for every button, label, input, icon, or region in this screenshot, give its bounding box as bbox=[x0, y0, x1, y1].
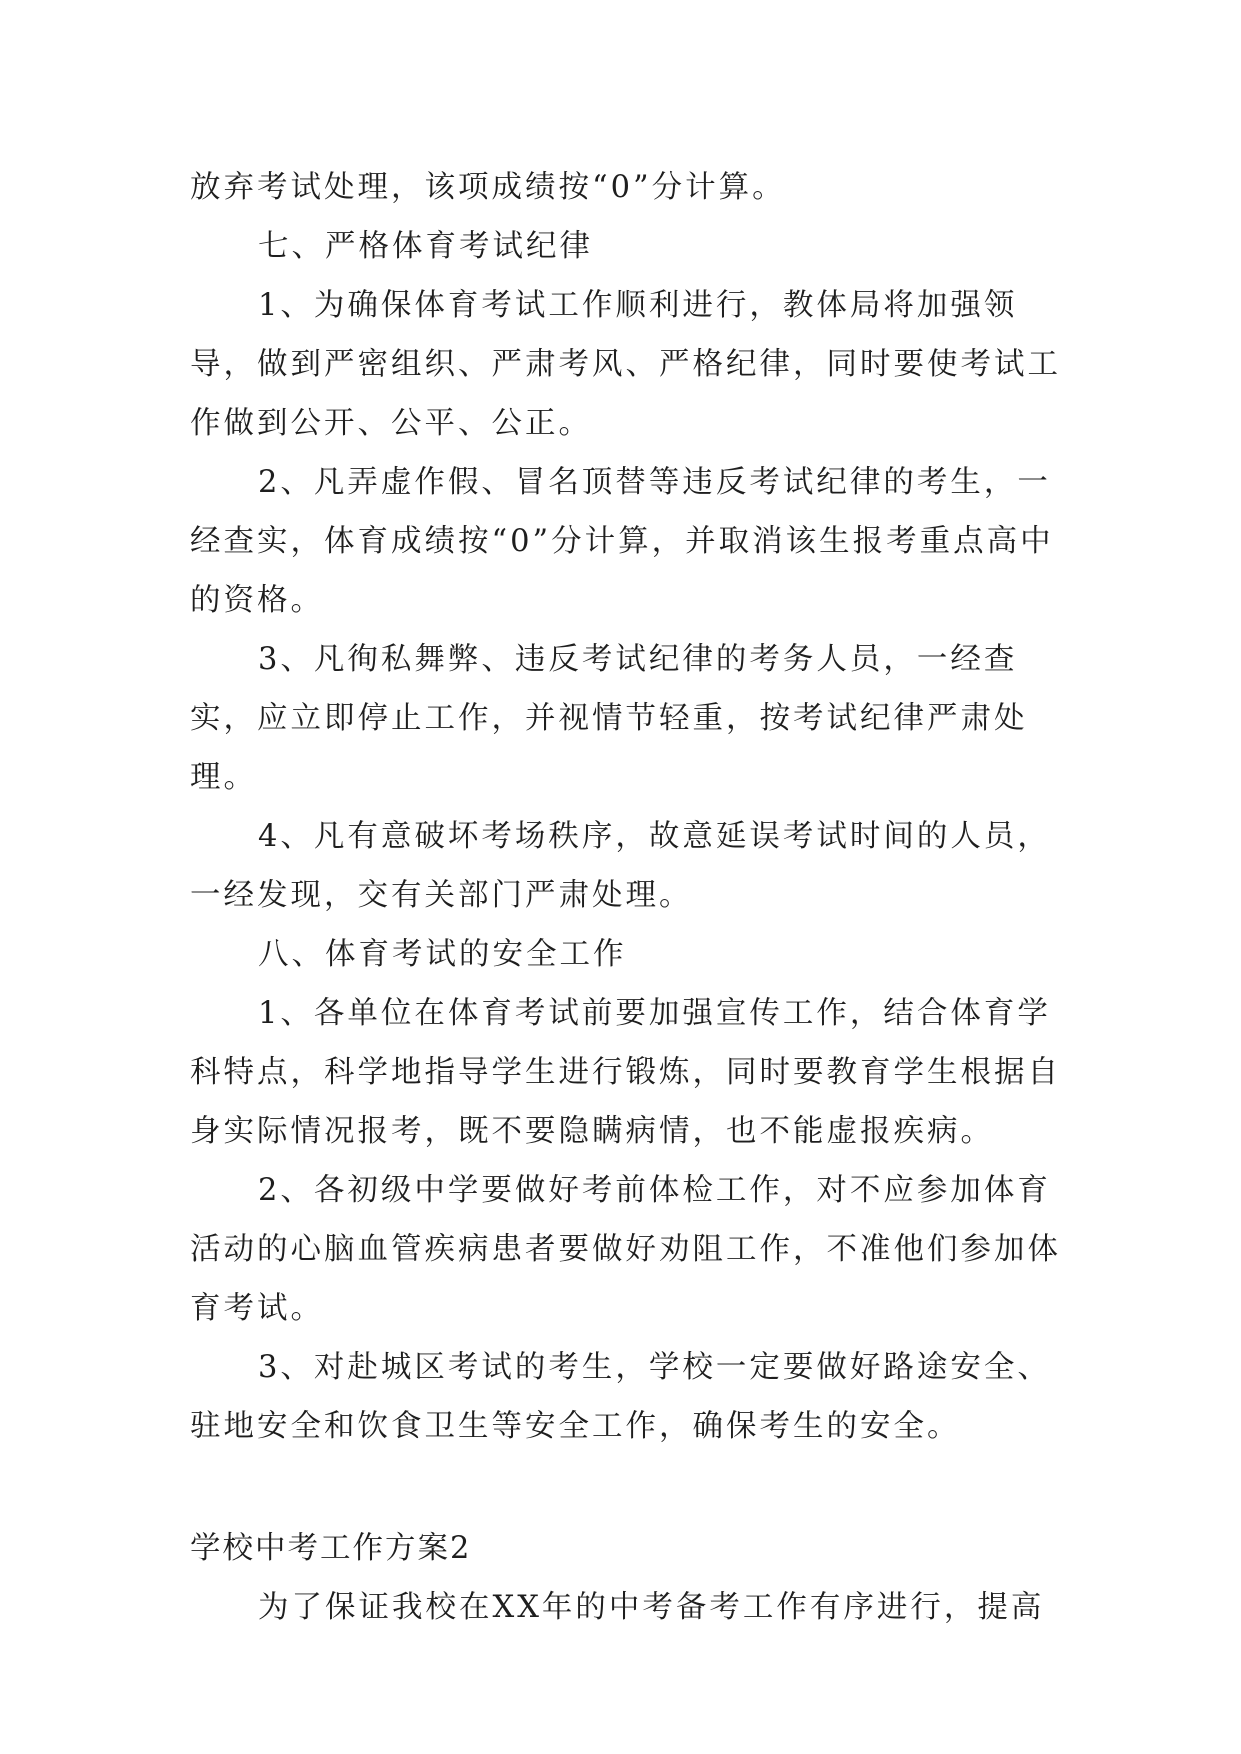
paragraph-8-3: 3、对赴城区考试的考生，学校一定要做好路途安全、驻地安全和饮食卫生等安全工作，确保考生的安全。 bbox=[190, 1350, 1051, 1444]
paragraph-8-2: 2、各初级中学要做好考前体检工作，对不应参加体育活动的心脑血管疾病患者要做好劝阻工作，不准他们参加体育考试。 bbox=[190, 1173, 1061, 1326]
paragraph-continuation: 放弃考试处理，该项成绩按“0”分计算。 bbox=[190, 170, 786, 205]
paragraph-7-2: 2、凡弄虚作假、冒名顶替等违反考试纪律的考生，一经查实，体育成绩按“0”分计算，并取消该生报考重点高中的资格。 bbox=[190, 465, 1054, 618]
section-heading-8: 八、体育考试的安全工作 bbox=[258, 937, 627, 972]
section-title: 学校中考工作方案2 bbox=[190, 1531, 472, 1566]
section-spacer bbox=[190, 1456, 1070, 1519]
paragraph-8-1: 1、各单位在体育考试前要加强宣传工作，结合体育学科特点，科学地指导学生进行锻炼，同时要教育学生根据自身实际情况报考，既不要隐瞒病情，也不能虚报疾病。 bbox=[190, 996, 1061, 1149]
paragraph-7-3: 3、凡徇私舞弊、违反考试纪律的考务人员，一经查实，应立即停止工作，并视情节轻重，按考试纪律严肃处理。 bbox=[190, 642, 1028, 795]
paragraph-7-4: 4、凡有意破坏考场秩序，故意延误考试时间的人员，一经发现，交有关部门严肃处理。 bbox=[190, 819, 1051, 913]
paragraph-7-1: 1、为确保体育考试工作顺利进行，教体局将加强领导，做到严密组织、严肃考风、严格纪律，同时要使考试工作做到公开、公平、公正。 bbox=[190, 288, 1061, 441]
document-body bbox=[190, 158, 1070, 1637]
paragraph-intro: 为了保证我校在XX年的中考备考工作有序进行，提高 bbox=[258, 1590, 1045, 1625]
section-heading-7: 七、严格体育考试纪律 bbox=[258, 229, 593, 264]
